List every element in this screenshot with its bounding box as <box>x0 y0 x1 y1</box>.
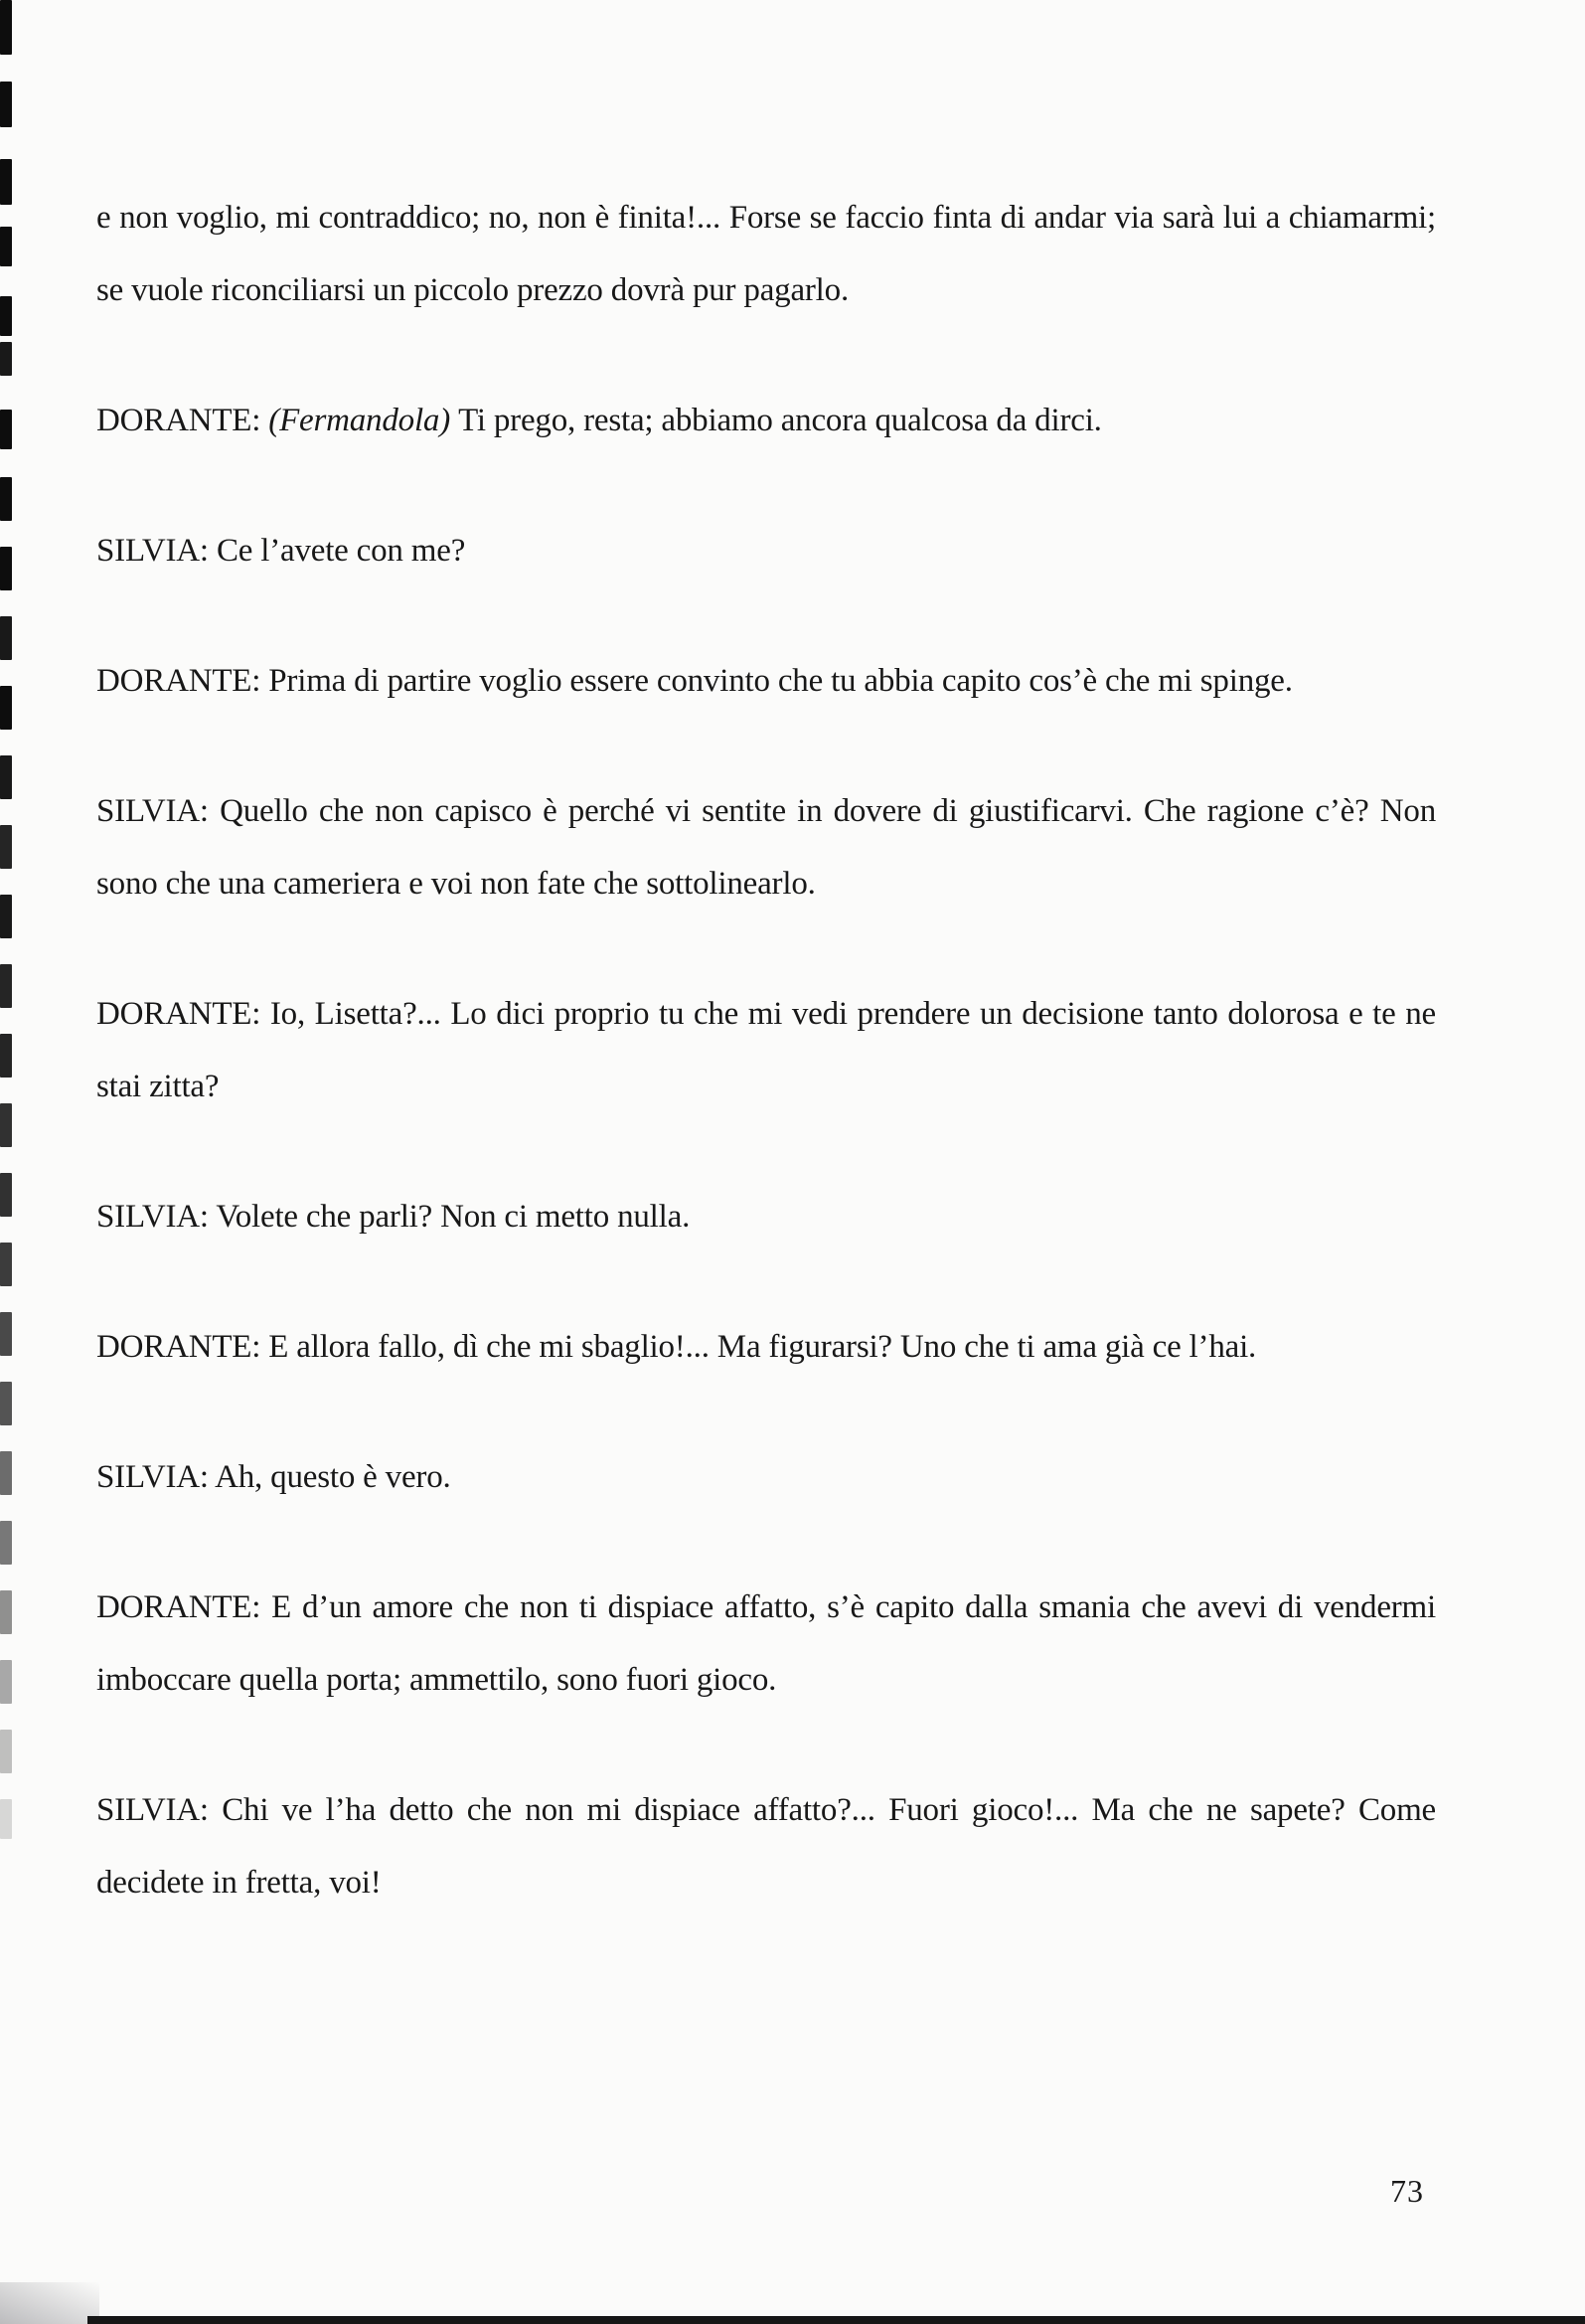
dialogue-paragraph <box>96 182 1436 327</box>
dialogue-line: Ce l’avete con me? <box>216 533 466 569</box>
stage-direction: (Fermandola) <box>268 403 459 438</box>
speaker-name: DORANTE: <box>96 1329 269 1365</box>
binding-mark <box>0 825 12 869</box>
speaker-name: SILVIA: <box>96 1199 217 1235</box>
dialogue-line: Volete che parli? Non ci metto nulla. <box>216 1199 691 1235</box>
binding-mark <box>0 1103 12 1147</box>
binding-mark <box>0 227 12 266</box>
binding-mark <box>0 342 12 376</box>
speaker-name: DORANTE: <box>96 1589 272 1625</box>
dialogue-paragraph <box>96 385 1436 457</box>
binding-mark <box>0 477 12 521</box>
binding-mark <box>0 82 12 127</box>
binding-mark <box>0 1382 12 1425</box>
speaker-name: DORANTE: <box>96 663 269 699</box>
binding-mark <box>0 895 12 938</box>
dialogue-paragraph <box>96 775 1436 920</box>
binding-mark <box>0 0 12 55</box>
dialogue-paragraph <box>96 978 1436 1123</box>
binding-mark <box>0 1451 12 1495</box>
speaker-name: SILVIA: <box>96 533 217 569</box>
dialogue-line: Chi ve l’ha detto che non mi dispiace affatto?... Fuori gioco!... Ma che ne sapete? Come decidete in fretta, voi! <box>96 1792 1436 1901</box>
scan-corner-smudge <box>0 2282 99 2324</box>
dialogue-paragraph <box>96 1774 1436 1919</box>
dialogue-line: Io, Lisetta?... Lo dici proprio tu che mi vedi prendere un decisione tanto dolorosa e te ne stai zitta? <box>96 996 1437 1104</box>
binding-mark <box>0 410 12 449</box>
binding-mark <box>0 159 12 205</box>
binding-mark <box>0 1590 12 1634</box>
binding-mark <box>0 686 12 730</box>
binding-mark <box>0 1173 12 1217</box>
dialogue-line: Ah, questo è vero. <box>215 1459 451 1495</box>
dialogue-text <box>96 182 1436 1919</box>
dialogue-paragraph <box>96 1181 1436 1253</box>
speaker-name: DORANTE: <box>96 403 269 438</box>
binding-mark <box>0 1730 12 1773</box>
binding-mark <box>0 755 12 799</box>
binding-mark <box>0 964 12 1008</box>
binding-marks <box>0 0 20 2324</box>
dialogue-line: Ti prego, resta; abbiamo ancora qualcosa da dirci. <box>458 403 1102 438</box>
binding-mark <box>0 1034 12 1078</box>
binding-mark <box>0 1799 12 1839</box>
dialogue-line: e non voglio, mi contraddico; no, non è finita!... Forse se faccio finta di andar via sarà lui a chiamarmi; se vuole riconciliarsi un piccolo prezzo dovrà pur pagarlo. <box>96 200 1436 308</box>
binding-mark <box>0 296 12 336</box>
binding-mark <box>0 1521 12 1565</box>
binding-mark <box>0 1312 12 1356</box>
binding-mark <box>0 1243 12 1286</box>
dialogue-paragraph <box>96 1441 1436 1514</box>
speaker-name: SILVIA: <box>96 1792 223 1828</box>
binding-mark <box>0 1660 12 1704</box>
binding-mark <box>0 616 12 660</box>
dialogue-paragraph <box>96 645 1436 718</box>
dialogue-paragraph <box>96 1572 1436 1717</box>
dialogue-line: E d’un amore che non ti dispiace affatto, s’è capito dalla smania che avevi di vendermi imboccare quella porta; ammettilo, sono fuori gioco. <box>96 1589 1436 1698</box>
dialogue-paragraph <box>96 1311 1436 1384</box>
dialogue-line: E allora fallo, dì che mi sbaglio!... Ma figurarsi? Uno che ti ama già ce l’hai. <box>268 1329 1257 1365</box>
speaker-name: SILVIA: <box>96 1459 216 1495</box>
dialogue-paragraph <box>96 515 1436 587</box>
scan-bottom-edge <box>87 2316 1585 2324</box>
dialogue-line: Quello che non capisco è perché vi sentite in dovere di giustificarvi. Che ragione c’è? Non sono che una cameriera e voi non fate che sottolinearlo. <box>96 793 1436 902</box>
page-number: 73 <box>1390 2173 1424 2209</box>
speaker-name: DORANTE: <box>96 996 270 1032</box>
speaker-name: SILVIA: <box>96 793 221 829</box>
binding-mark <box>0 547 12 590</box>
dialogue-line: Prima di partire voglio essere convinto che tu abbia capito cos’è che mi spinge. <box>268 663 1293 699</box>
